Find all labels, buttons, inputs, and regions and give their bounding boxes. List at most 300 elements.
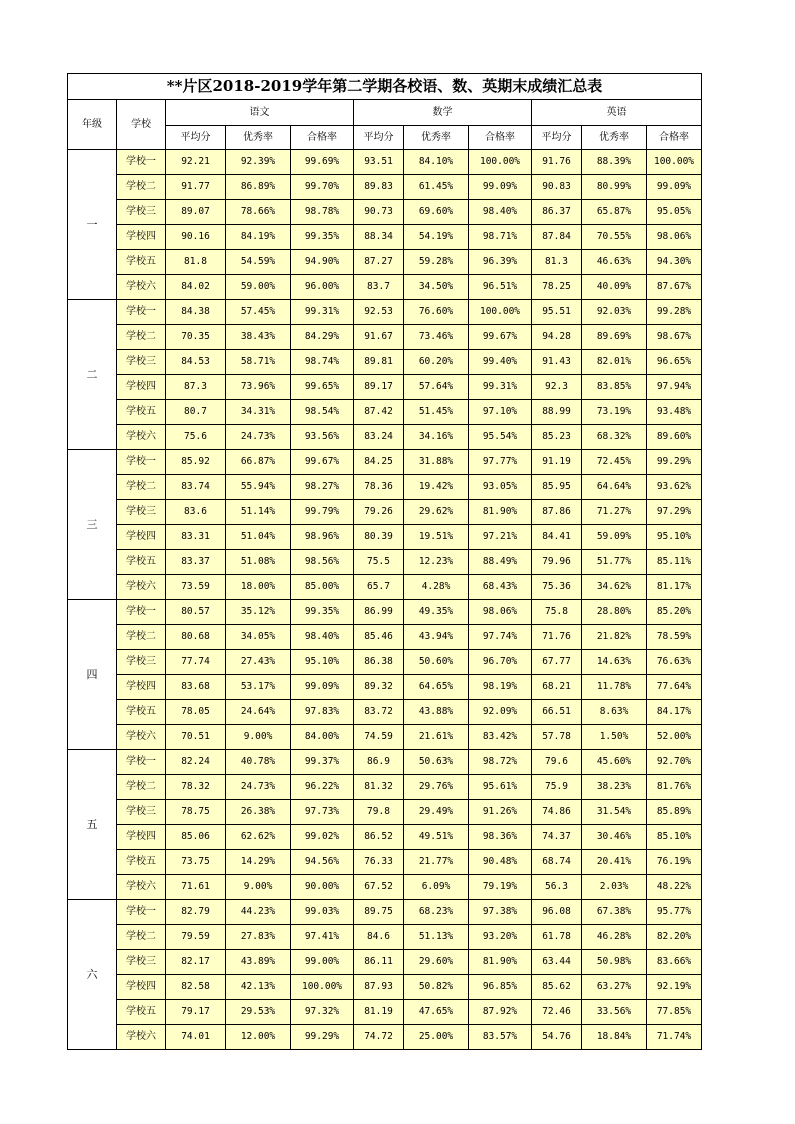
chinese-excellent-rate-cell: 51.04% <box>226 525 291 550</box>
school-name-cell: 学校一 <box>117 600 166 625</box>
table-row <box>68 700 702 725</box>
english-excellent-rate-cell: 28.80% <box>582 600 647 625</box>
chinese-pass-rate-cell: 99.65% <box>291 375 354 400</box>
math-average-cell: 80.39 <box>354 525 404 550</box>
math-average-cell: 67.52 <box>354 875 404 900</box>
math-pass-rate-cell: 96.39% <box>469 250 532 275</box>
chinese-excellent-rate-cell: 12.00% <box>226 1025 291 1050</box>
school-name-cell: 学校一 <box>117 300 166 325</box>
school-name-cell: 学校五 <box>117 550 166 575</box>
math-excellent-rate-cell: 59.28% <box>404 250 469 275</box>
math-average-cell: 89.83 <box>354 175 404 200</box>
chinese-pass-rate-cell: 99.67% <box>291 450 354 475</box>
math-excellent-rate-cell: 43.94% <box>404 625 469 650</box>
table-body <box>68 150 702 1050</box>
english-pass-rate-cell: 92.19% <box>647 975 702 1000</box>
math-excellent-rate-cell: 19.51% <box>404 525 469 550</box>
school-name-cell: 学校二 <box>117 925 166 950</box>
school-name-cell: 学校三 <box>117 350 166 375</box>
math-average-cell: 79.26 <box>354 500 404 525</box>
table-row <box>68 300 702 325</box>
math-excellent-rate-cell: 50.82% <box>404 975 469 1000</box>
math-average-cell: 86.99 <box>354 600 404 625</box>
table-row <box>68 275 702 300</box>
chinese-excellent-rate-cell: 24.64% <box>226 700 291 725</box>
math-excellent-rate-cell: 31.88% <box>404 450 469 475</box>
school-name-cell: 学校一 <box>117 750 166 775</box>
english-excellent-rate-cell: 71.27% <box>582 500 647 525</box>
english-pass-rate-cell: 92.70% <box>647 750 702 775</box>
english-average-cell: 74.86 <box>532 800 582 825</box>
math-average-cell: 86.11 <box>354 950 404 975</box>
english-average-cell: 63.44 <box>532 950 582 975</box>
chinese-average-cell: 89.07 <box>166 200 226 225</box>
school-name-cell: 学校三 <box>117 650 166 675</box>
math-excellent-rate-cell: 21.61% <box>404 725 469 750</box>
chinese-average-cell: 82.24 <box>166 750 226 775</box>
school-name-cell: 学校五 <box>117 400 166 425</box>
math-average-cell: 88.34 <box>354 225 404 250</box>
chinese-pass-rate-cell: 97.73% <box>291 800 354 825</box>
chinese-excellent-rate-cell: 42.13% <box>226 975 291 1000</box>
chinese-average-cell: 85.92 <box>166 450 226 475</box>
math-pass-rate-cell: 97.74% <box>469 625 532 650</box>
english-excellent-rate-cell: 64.64% <box>582 475 647 500</box>
school-name-cell: 学校五 <box>117 250 166 275</box>
chinese-average-cell: 73.75 <box>166 850 226 875</box>
chinese-pass-rate-cell: 98.96% <box>291 525 354 550</box>
chinese-average-cell: 81.8 <box>166 250 226 275</box>
chinese-excellent-rate-cell: 53.17% <box>226 675 291 700</box>
table-row <box>68 175 702 200</box>
math-excellent-rate-cell: 60.20% <box>404 350 469 375</box>
chinese-excellent-rate-cell: 92.39% <box>226 150 291 175</box>
english-excellent-rate-cell: 18.84% <box>582 1025 647 1050</box>
english-excellent-rate-cell: 72.45% <box>582 450 647 475</box>
chinese-pass-rate-cell: 93.56% <box>291 425 354 450</box>
math-excellent-rate-cell: 29.49% <box>404 800 469 825</box>
math-pass-rate-cell: 92.09% <box>469 700 532 725</box>
chinese-excellent-rate-cell: 78.66% <box>226 200 291 225</box>
math-average-cell: 78.36 <box>354 475 404 500</box>
english-pass-rate-cell: 85.20% <box>647 600 702 625</box>
chinese-average-cell: 85.06 <box>166 825 226 850</box>
math-average-cell: 75.5 <box>354 550 404 575</box>
math-excellent-rate-cell: 29.62% <box>404 500 469 525</box>
math-pass-rate-cell: 100.00% <box>469 300 532 325</box>
math-pass-rate-cell: 83.42% <box>469 725 532 750</box>
math-excellent-rate-cell: 51.45% <box>404 400 469 425</box>
chinese-pass-rate-cell: 99.69% <box>291 150 354 175</box>
math-average-cell: 84.6 <box>354 925 404 950</box>
school-name-cell: 学校六 <box>117 875 166 900</box>
english-excellent-rate-cell: 30.46% <box>582 825 647 850</box>
chinese-average-cell: 80.68 <box>166 625 226 650</box>
english-excellent-rate-cell: 8.63% <box>582 700 647 725</box>
english-pass-rate-cell: 83.66% <box>647 950 702 975</box>
math-excellent-rate-cell: 34.16% <box>404 425 469 450</box>
chinese-average-cell: 84.38 <box>166 300 226 325</box>
table-row <box>68 250 702 275</box>
math-excellent-rate-cell: 4.28% <box>404 575 469 600</box>
math-pass-rate-cell: 98.72% <box>469 750 532 775</box>
english-pass-rate-cell: 94.30% <box>647 250 702 275</box>
english-pass-rate-cell: 99.28% <box>647 300 702 325</box>
math-pass-rate-cell: 68.43% <box>469 575 532 600</box>
math-excellent-rate-cell: 73.46% <box>404 325 469 350</box>
chinese-average-cell: 75.6 <box>166 425 226 450</box>
chinese-pass-rate-cell: 84.00% <box>291 725 354 750</box>
chinese-average-cell: 83.74 <box>166 475 226 500</box>
math-excellent-rate-cell: 61.45% <box>404 175 469 200</box>
english-average-cell: 84.41 <box>532 525 582 550</box>
math-excellent-rate-cell: 6.09% <box>404 875 469 900</box>
english-average-cell: 85.95 <box>532 475 582 500</box>
math-pass-rate-cell: 91.26% <box>469 800 532 825</box>
chinese-excellent-rate-cell: 26.38% <box>226 800 291 825</box>
metric-header-average: 平均分 <box>166 126 226 150</box>
table-row <box>68 450 702 475</box>
math-pass-rate-cell: 83.57% <box>469 1025 532 1050</box>
math-excellent-rate-cell: 76.60% <box>404 300 469 325</box>
math-pass-rate-cell: 95.54% <box>469 425 532 450</box>
english-excellent-rate-cell: 14.63% <box>582 650 647 675</box>
table-row <box>68 825 702 850</box>
english-average-cell: 87.84 <box>532 225 582 250</box>
grade-label: 四 <box>68 600 117 750</box>
school-name-cell: 学校二 <box>117 625 166 650</box>
math-average-cell: 81.19 <box>354 1000 404 1025</box>
math-excellent-rate-cell: 49.51% <box>404 825 469 850</box>
math-excellent-rate-cell: 68.23% <box>404 900 469 925</box>
english-average-cell: 75.36 <box>532 575 582 600</box>
math-excellent-rate-cell: 49.35% <box>404 600 469 625</box>
math-pass-rate-cell: 79.19% <box>469 875 532 900</box>
english-pass-rate-cell: 77.64% <box>647 675 702 700</box>
chinese-average-cell: 82.17 <box>166 950 226 975</box>
chinese-excellent-rate-cell: 9.00% <box>226 725 291 750</box>
math-pass-rate-cell: 93.05% <box>469 475 532 500</box>
english-excellent-rate-cell: 34.62% <box>582 575 647 600</box>
math-pass-rate-cell: 96.51% <box>469 275 532 300</box>
table-row <box>68 525 702 550</box>
math-pass-rate-cell: 97.21% <box>469 525 532 550</box>
english-excellent-rate-cell: 20.41% <box>582 850 647 875</box>
english-excellent-rate-cell: 2.03% <box>582 875 647 900</box>
english-average-cell: 90.83 <box>532 175 582 200</box>
chinese-excellent-rate-cell: 40.78% <box>226 750 291 775</box>
chinese-average-cell: 77.74 <box>166 650 226 675</box>
math-average-cell: 93.51 <box>354 150 404 175</box>
chinese-average-cell: 70.51 <box>166 725 226 750</box>
table-row <box>68 800 702 825</box>
english-excellent-rate-cell: 11.78% <box>582 675 647 700</box>
chinese-excellent-rate-cell: 43.89% <box>226 950 291 975</box>
math-average-cell: 79.8 <box>354 800 404 825</box>
school-name-cell: 学校三 <box>117 500 166 525</box>
english-pass-rate-cell: 71.74% <box>647 1025 702 1050</box>
math-excellent-rate-cell: 29.76% <box>404 775 469 800</box>
table-row <box>68 350 702 375</box>
table-row <box>68 150 702 175</box>
english-average-cell: 85.23 <box>532 425 582 450</box>
chinese-pass-rate-cell: 99.09% <box>291 675 354 700</box>
school-name-cell: 学校四 <box>117 375 166 400</box>
math-excellent-rate-cell: 84.10% <box>404 150 469 175</box>
chinese-pass-rate-cell: 99.29% <box>291 1025 354 1050</box>
math-excellent-rate-cell: 12.23% <box>404 550 469 575</box>
math-pass-rate-cell: 99.09% <box>469 175 532 200</box>
english-pass-rate-cell: 76.19% <box>647 850 702 875</box>
chinese-average-cell: 83.31 <box>166 525 226 550</box>
chinese-average-cell: 84.53 <box>166 350 226 375</box>
english-average-cell: 54.76 <box>532 1025 582 1050</box>
table-row <box>68 950 702 975</box>
english-pass-rate-cell: 48.22% <box>647 875 702 900</box>
chinese-excellent-rate-cell: 38.43% <box>226 325 291 350</box>
school-name-cell: 学校五 <box>117 700 166 725</box>
english-excellent-rate-cell: 89.69% <box>582 325 647 350</box>
english-pass-rate-cell: 82.20% <box>647 925 702 950</box>
math-excellent-rate-cell: 19.42% <box>404 475 469 500</box>
english-average-cell: 94.28 <box>532 325 582 350</box>
english-average-cell: 72.46 <box>532 1000 582 1025</box>
chinese-excellent-rate-cell: 54.59% <box>226 250 291 275</box>
subject-header-english: 英语 <box>532 100 702 126</box>
english-average-cell: 68.74 <box>532 850 582 875</box>
metric-header-pass-rate: 合格率 <box>291 126 354 150</box>
chinese-pass-rate-cell: 84.29% <box>291 325 354 350</box>
english-excellent-rate-cell: 33.56% <box>582 1000 647 1025</box>
chinese-excellent-rate-cell: 9.00% <box>226 875 291 900</box>
table-row <box>68 1025 702 1050</box>
chinese-pass-rate-cell: 99.70% <box>291 175 354 200</box>
english-excellent-rate-cell: 80.99% <box>582 175 647 200</box>
english-excellent-rate-cell: 38.23% <box>582 775 647 800</box>
math-average-cell: 87.93 <box>354 975 404 1000</box>
english-excellent-rate-cell: 46.28% <box>582 925 647 950</box>
table-row <box>68 600 702 625</box>
english-excellent-rate-cell: 21.82% <box>582 625 647 650</box>
chinese-excellent-rate-cell: 57.45% <box>226 300 291 325</box>
english-pass-rate-cell: 96.65% <box>647 350 702 375</box>
english-pass-rate-cell: 95.10% <box>647 525 702 550</box>
english-pass-rate-cell: 52.00% <box>647 725 702 750</box>
chinese-average-cell: 80.7 <box>166 400 226 425</box>
math-pass-rate-cell: 99.40% <box>469 350 532 375</box>
chinese-average-cell: 87.3 <box>166 375 226 400</box>
english-average-cell: 91.43 <box>532 350 582 375</box>
math-average-cell: 92.53 <box>354 300 404 325</box>
math-average-cell: 90.73 <box>354 200 404 225</box>
english-excellent-rate-cell: 51.77% <box>582 550 647 575</box>
math-pass-rate-cell: 98.71% <box>469 225 532 250</box>
chinese-pass-rate-cell: 99.02% <box>291 825 354 850</box>
subject-header-chinese: 语文 <box>166 100 354 126</box>
english-average-cell: 91.19 <box>532 450 582 475</box>
chinese-pass-rate-cell: 98.56% <box>291 550 354 575</box>
chinese-pass-rate-cell: 100.00% <box>291 975 354 1000</box>
english-excellent-rate-cell: 70.55% <box>582 225 647 250</box>
grade-label: 五 <box>68 750 117 900</box>
math-pass-rate-cell: 98.40% <box>469 200 532 225</box>
chinese-pass-rate-cell: 97.41% <box>291 925 354 950</box>
math-excellent-rate-cell: 54.19% <box>404 225 469 250</box>
school-name-cell: 学校三 <box>117 800 166 825</box>
chinese-excellent-rate-cell: 55.94% <box>226 475 291 500</box>
english-pass-rate-cell: 77.85% <box>647 1000 702 1025</box>
math-pass-rate-cell: 95.61% <box>469 775 532 800</box>
school-name-cell: 学校四 <box>117 225 166 250</box>
chinese-average-cell: 73.59 <box>166 575 226 600</box>
math-excellent-rate-cell: 64.65% <box>404 675 469 700</box>
school-name-cell: 学校二 <box>117 325 166 350</box>
english-excellent-rate-cell: 88.39% <box>582 150 647 175</box>
english-average-cell: 95.51 <box>532 300 582 325</box>
english-pass-rate-cell: 85.10% <box>647 825 702 850</box>
school-name-cell: 学校一 <box>117 450 166 475</box>
table-row <box>68 575 702 600</box>
table-title: **片区2018-2019学年第二学期各校语、数、英期末成绩汇总表 <box>68 74 702 100</box>
math-average-cell: 65.7 <box>354 575 404 600</box>
chinese-average-cell: 82.58 <box>166 975 226 1000</box>
table-row <box>68 1000 702 1025</box>
grade-label: 二 <box>68 300 117 450</box>
english-pass-rate-cell: 85.11% <box>647 550 702 575</box>
table-row <box>68 400 702 425</box>
school-name-cell: 学校三 <box>117 950 166 975</box>
metric-header-average: 平均分 <box>354 126 404 150</box>
math-pass-rate-cell: 97.38% <box>469 900 532 925</box>
english-pass-rate-cell: 76.63% <box>647 650 702 675</box>
english-average-cell: 67.77 <box>532 650 582 675</box>
math-excellent-rate-cell: 50.63% <box>404 750 469 775</box>
chinese-pass-rate-cell: 94.90% <box>291 250 354 275</box>
chinese-excellent-rate-cell: 51.08% <box>226 550 291 575</box>
chinese-average-cell: 78.05 <box>166 700 226 725</box>
chinese-pass-rate-cell: 98.27% <box>291 475 354 500</box>
school-name-cell: 学校四 <box>117 525 166 550</box>
math-pass-rate-cell: 87.92% <box>469 1000 532 1025</box>
english-pass-rate-cell: 97.29% <box>647 500 702 525</box>
table-row <box>68 325 702 350</box>
math-average-cell: 83.7 <box>354 275 404 300</box>
english-excellent-rate-cell: 67.38% <box>582 900 647 925</box>
english-pass-rate-cell: 100.00% <box>647 150 702 175</box>
english-excellent-rate-cell: 68.32% <box>582 425 647 450</box>
table-row <box>68 875 702 900</box>
math-excellent-rate-cell: 50.60% <box>404 650 469 675</box>
math-pass-rate-cell: 97.77% <box>469 450 532 475</box>
chinese-pass-rate-cell: 99.00% <box>291 950 354 975</box>
chinese-pass-rate-cell: 95.10% <box>291 650 354 675</box>
english-pass-rate-cell: 87.67% <box>647 275 702 300</box>
math-average-cell: 89.75 <box>354 900 404 925</box>
math-excellent-rate-cell: 29.60% <box>404 950 469 975</box>
math-pass-rate-cell: 93.20% <box>469 925 532 950</box>
math-pass-rate-cell: 100.00% <box>469 150 532 175</box>
math-average-cell: 81.32 <box>354 775 404 800</box>
chinese-excellent-rate-cell: 18.00% <box>226 575 291 600</box>
english-pass-rate-cell: 85.89% <box>647 800 702 825</box>
math-average-cell: 74.59 <box>354 725 404 750</box>
metric-header-excellent-rate: 优秀率 <box>582 126 647 150</box>
math-average-cell: 86.52 <box>354 825 404 850</box>
metric-header-excellent-rate: 优秀率 <box>404 126 469 150</box>
math-average-cell: 89.17 <box>354 375 404 400</box>
math-average-cell: 87.27 <box>354 250 404 275</box>
english-excellent-rate-cell: 31.54% <box>582 800 647 825</box>
school-name-cell: 学校三 <box>117 200 166 225</box>
math-average-cell: 89.32 <box>354 675 404 700</box>
chinese-pass-rate-cell: 96.00% <box>291 275 354 300</box>
english-average-cell: 96.08 <box>532 900 582 925</box>
table-row <box>68 550 702 575</box>
math-average-cell: 86.38 <box>354 650 404 675</box>
math-average-cell: 89.81 <box>354 350 404 375</box>
chinese-excellent-rate-cell: 44.23% <box>226 900 291 925</box>
english-excellent-rate-cell: 73.19% <box>582 400 647 425</box>
math-excellent-rate-cell: 21.77% <box>404 850 469 875</box>
chinese-average-cell: 71.61 <box>166 875 226 900</box>
chinese-pass-rate-cell: 94.56% <box>291 850 354 875</box>
math-pass-rate-cell: 98.19% <box>469 675 532 700</box>
english-average-cell: 85.62 <box>532 975 582 1000</box>
english-average-cell: 87.86 <box>532 500 582 525</box>
chinese-pass-rate-cell: 98.40% <box>291 625 354 650</box>
chinese-pass-rate-cell: 99.03% <box>291 900 354 925</box>
math-pass-rate-cell: 96.70% <box>469 650 532 675</box>
math-average-cell: 83.72 <box>354 700 404 725</box>
chinese-average-cell: 83.6 <box>166 500 226 525</box>
english-excellent-rate-cell: 50.98% <box>582 950 647 975</box>
table-row <box>68 200 702 225</box>
school-name-cell: 学校四 <box>117 825 166 850</box>
math-average-cell: 91.67 <box>354 325 404 350</box>
english-pass-rate-cell: 95.77% <box>647 900 702 925</box>
school-name-cell: 学校六 <box>117 275 166 300</box>
school-name-cell: 学校六 <box>117 575 166 600</box>
english-pass-rate-cell: 89.60% <box>647 425 702 450</box>
math-pass-rate-cell: 99.67% <box>469 325 532 350</box>
chinese-average-cell: 82.79 <box>166 900 226 925</box>
english-pass-rate-cell: 98.67% <box>647 325 702 350</box>
chinese-average-cell: 79.59 <box>166 925 226 950</box>
english-average-cell: 91.76 <box>532 150 582 175</box>
math-average-cell: 84.25 <box>354 450 404 475</box>
school-name-cell: 学校一 <box>117 900 166 925</box>
english-average-cell: 61.78 <box>532 925 582 950</box>
math-average-cell: 76.33 <box>354 850 404 875</box>
table-row <box>68 675 702 700</box>
math-pass-rate-cell: 98.06% <box>469 600 532 625</box>
math-pass-rate-cell: 81.90% <box>469 950 532 975</box>
chinese-pass-rate-cell: 98.78% <box>291 200 354 225</box>
chinese-average-cell: 79.17 <box>166 1000 226 1025</box>
english-pass-rate-cell: 81.17% <box>647 575 702 600</box>
english-pass-rate-cell: 98.06% <box>647 225 702 250</box>
chinese-excellent-rate-cell: 59.00% <box>226 275 291 300</box>
table-row <box>68 925 702 950</box>
chinese-excellent-rate-cell: 62.62% <box>226 825 291 850</box>
english-average-cell: 75.8 <box>532 600 582 625</box>
english-excellent-rate-cell: 65.87% <box>582 200 647 225</box>
math-average-cell: 74.72 <box>354 1025 404 1050</box>
school-column-header: 学校 <box>117 100 166 150</box>
chinese-average-cell: 90.16 <box>166 225 226 250</box>
math-pass-rate-cell: 99.31% <box>469 375 532 400</box>
english-average-cell: 57.78 <box>532 725 582 750</box>
